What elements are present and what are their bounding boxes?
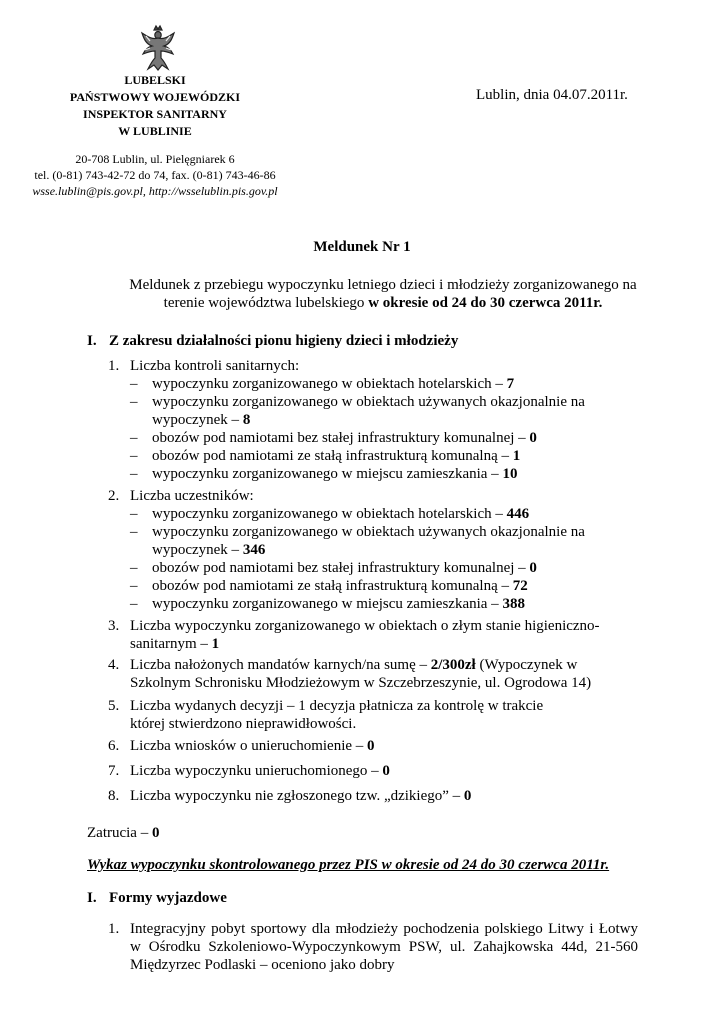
entry-text: Integracyjny pobyt sportowy dla młodzieży pochodzenia polskiego Litwy i Łotwy w Ośrodku Szkoleniowo-Wypoczynkowym PSW, ul. Zahajkowska 44d, 21-560 Międzyrzec Podlaski – oceniono jako dobry xyxy=(130,921,638,973)
list-item: 8. Liczba wypoczynku nie zgłoszonego tzw. „dzikiego” – 0 xyxy=(108,788,472,804)
row-value: 388 xyxy=(502,596,525,612)
dash-row: – obozów pod namiotami bez stałej infrastruktury komunalnej – 0 xyxy=(130,429,638,447)
item-number: 6. xyxy=(108,738,120,754)
item-value: 2/300zł xyxy=(430,657,476,673)
item-value: 0 xyxy=(382,763,390,779)
list-item: 5. Liczba wydanych decyzji – 1 decyzja płatnicza za kontrolę w trakcie której stwierdzono nieprawidłowości. xyxy=(108,698,544,732)
phone: tel. (0-81) 743-42-72 do 74, fax. (0-81) 743-46-86 xyxy=(34,168,276,182)
section-number: I. xyxy=(87,333,97,349)
row-value: 7 xyxy=(506,376,515,392)
letterhead xyxy=(20,72,290,140)
item-value: 1 xyxy=(211,636,220,652)
row-value: 10 xyxy=(502,466,518,482)
dash-row: – obozów pod namiotami ze stałą infrastrukturą komunalną – 72 xyxy=(130,577,638,595)
item-value: 0 xyxy=(463,788,472,804)
item-number: 1. xyxy=(108,921,120,937)
dash-row: – obozów pod namiotami bez stałej infrastruktury komunalnej – 0 xyxy=(130,559,638,577)
section-heading xyxy=(87,890,227,907)
row-value: 1 xyxy=(512,448,521,464)
poisoning-value: 0 xyxy=(151,825,160,841)
org-line: W LUBLINIE xyxy=(118,124,192,138)
dash-row: – wypoczynku zorganizowanego w obiektach używanych okazjonalnie na wypoczynek – 346 xyxy=(130,523,638,559)
item-number: 8. xyxy=(108,788,120,804)
row-value: 446 xyxy=(506,506,530,522)
item-number: 3. xyxy=(108,618,120,634)
address: 20-708 Lublin, ul. Pielęgniarek 6 xyxy=(75,152,235,166)
list-item: 6. Liczba wniosków o unieruchomienie – 0 xyxy=(108,738,375,754)
dash-row: – wypoczynku zorganizowanego w miejscu zamieszkania – 388 xyxy=(130,595,638,613)
org-line: PAŃSTWOWY WOJEWÓDZKI xyxy=(69,90,241,104)
polish-eagle-emblem-icon xyxy=(138,24,178,72)
item-number: 1. xyxy=(108,358,120,374)
dash-row: – wypoczynku zorganizowanego w miejscu zamieszkania – 10 xyxy=(130,465,638,483)
dash-row: – wypoczynku zorganizowanego w obiektach hotelarskich – 446 xyxy=(130,505,638,523)
item-number: 2. xyxy=(108,488,120,504)
document-date: Lublin, dnia 04.07.2011r. xyxy=(476,87,628,103)
list-item xyxy=(108,357,638,483)
section-title: Z zakresu działalności pionu higieny dzieci i młodzieży xyxy=(109,333,459,349)
org-line: LUBELSKI xyxy=(124,73,186,87)
web-contact: wsse.lublin@pis.gov.pl, http://wsselublin.pis.gov.pl xyxy=(32,184,278,198)
list-item xyxy=(108,487,638,613)
inspection-list-heading: Wykaz wypoczynku skontrolowanego przez PIS w okresie od 24 do 30 czerwca 2011r. xyxy=(87,857,610,873)
row-value: 346 xyxy=(242,542,266,558)
row-value: 0 xyxy=(529,430,537,446)
section-number: I. xyxy=(87,890,97,906)
list-item: 7. Liczba wypoczynku unieruchomionego – 0 xyxy=(108,763,390,779)
document-title: Meldunek Nr 1 xyxy=(313,239,411,255)
dash-row: – obozów pod namiotami ze stałą infrastrukturą komunalną – 1 xyxy=(130,447,638,465)
intro-period: w okresie od 24 do 30 czerwca 2011r. xyxy=(368,295,603,311)
row-value: 8 xyxy=(242,412,251,428)
intro-paragraph xyxy=(123,276,643,312)
item-label: Liczba uczestników: xyxy=(130,488,254,504)
contact-block xyxy=(20,151,290,199)
item-label: Liczba kontroli sanitarnych: xyxy=(130,358,300,374)
list-item: 4. Liczba nałożonych mandatów karnych/na sumę – 2/300zł (Wypoczynek w Szkolnym Schronisku Młodzieżowym w Szczebrzeszynie, ul. Ogrodowa 14) xyxy=(108,657,592,691)
list-item xyxy=(108,920,638,974)
row-value: 72 xyxy=(512,578,528,594)
intro-text: Meldunek z przebiegu wypoczynku letniego dzieci i młodzieży zorganizowanego na terenie województwa lubelskiego xyxy=(129,277,637,311)
item-number: 5. xyxy=(108,698,120,714)
dash-row: – wypoczynku zorganizowanego w obiektach hotelarskich – 7 xyxy=(130,375,638,393)
item-number: 7. xyxy=(108,763,120,779)
dash-row: – wypoczynku zorganizowanego w obiektach używanych okazjonalnie na wypoczynek – 8 xyxy=(130,393,638,429)
list-item: 3. Liczba wypoczynku zorganizowanego w obiektach o złym stanie higieniczno-sanitarnym – 1 xyxy=(108,618,600,652)
row-value: 0 xyxy=(529,560,537,576)
item-number: 4. xyxy=(108,657,120,673)
poisoning-line: Zatrucia – 0 xyxy=(87,825,160,841)
org-line: INSPEKTOR SANITARNY xyxy=(83,107,227,121)
item-value: 0 xyxy=(367,738,375,754)
section-heading xyxy=(87,333,458,350)
section-title: Formy wyjazdowe xyxy=(109,890,227,906)
